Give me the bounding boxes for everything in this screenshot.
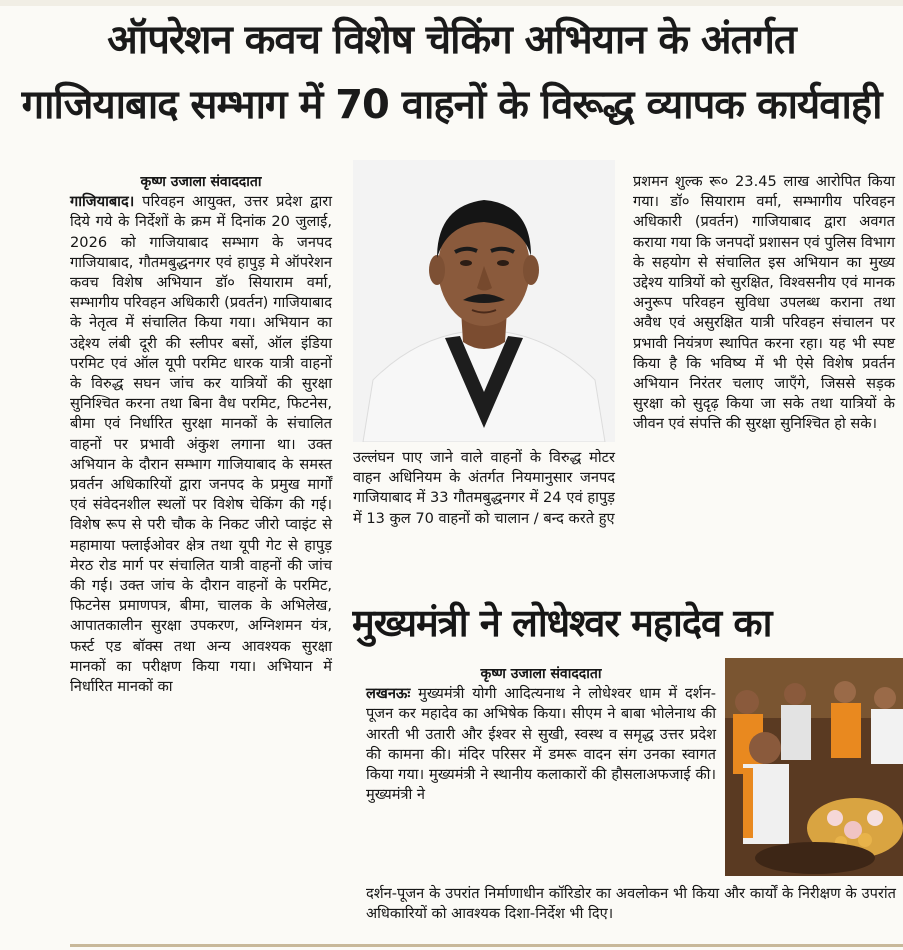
story1-dateline: गाजियाबाद। <box>70 193 135 211</box>
official-portrait-photo <box>353 160 615 442</box>
page-top-strip <box>0 0 903 6</box>
story2-byline: कृष्ण उजाला संवाददाता <box>480 666 602 682</box>
headline-line-1: ऑपरेशन कवच विशेष चेकिंग अभियान के अंतर्गत <box>107 17 796 63</box>
story1-byline: कृष्ण उजाला संवाददाता <box>140 174 262 190</box>
story2-text-top: मुख्यमंत्री योगी आदित्यनाथ ने लोधेश्वर धाम में दर्शन-पूजन कर महादेव का अभिषेक किया। सीएम ने बाबा भोलेनाथ की आरती भी उतारी और ईश्वर से सुखी, स्वस्थ व समृद्ध उत्तर प्रदेश की कामना की। मंदिर परिसर में डमरू वादन संग उनका स्वागत किया गया। मुख्यमंत्री ने स्थानीय कलाकारों की हौसलाअफजाई की। मुख्यमंत्री ने <box>366 685 716 804</box>
story1-col3-text: प्रशमन शुल्क रू० 23.45 लाख आरोपित किया गया। डॉ० सियाराम वर्मा, सम्भागीय परिवहन अधिकारी (प्रवर्तन) गाजियाबाद द्वारा अवगत कराया गया कि जनपदों प्रशासन एवं पुलिस विभाग के सहयोग से संचालित इस अभियान का मुख्य उद्देश्य यात्रियों को सुरक्षित, विश्वसनीय एवं मानक अनुरूप परिवहन सुविधा उपलब्ध कराना तथा अवैध एवं असुरक्षित यात्री परिवहन संचालन पर प्रभावी नियंत्रण स्थापित करना रहा। यह भी स्पष्ट किया है कि भविष्य में भी ऐसे विशेष प्रवर्तन अभियान निरंतर चलाए जाएँगे, जिससे सड़क सुरक्षा को सुदृढ़ किया जा सके तथा यात्रियों के जीवन एवं संपत्ति की सुरक्षा सुनिश्चित हो सके। <box>633 173 896 433</box>
story2-body-bottom <box>366 884 896 924</box>
story2-body-top <box>366 664 716 805</box>
story1-col1-text: परिवहन आयुक्त, उत्तर प्रदेश द्वारा दिये गये के निर्देशों के क्रम में दिनांक 20 जुलाई, 2026 को गाजियाबाद सम्भाग के जनपद गाजियाबाद, गौतमबुद्धनगर एवं हापुड़ मे ऑपरेशन कवच विशेष अभियान डॉ० सियाराम वर्मा, सम्भागीय परिवहन अधिकारी (प्रवर्तन) गाजियाबाद के नेतृत्व में संचालित किया गया। अभियान का उद्देश्य लंबी दूरी की स्लीपर बसों, ऑल इंडिया परमिट एवं ऑल यूपी परमिट धारक यात्री वाहनों के विरुद्ध सघन जांच कर यात्रियों की सुरक्षा सुनिश्चित करना तथा बिना वैध परमिट, फिटनेस, बीमा एवं निर्धारित सुरक्षा मानकों के संचालित वाहनों पर प्रभावी अंकुश लगाना था। उक्त अभियान के दौरान सम्भाग गाजियाबाद के समस्त प्रवर्तन अधिकारियों द्वारा जनपद के प्रमुख मार्गों एवं संवेदनशील स्थलों पर विशेष चेकिंग की गई। विशेष रूप से परी चौक के निकट जीरो प्वाइंट से महामाया फ्लाईओवर क्षेत्र तथा यूपी गेट से हापुड़ मेरठ रोड मार्ग पर संचालित यात्री वाहनों की जांच की गई। उक्त जांच के दौरान वाहनों के परमिट, फिटनेस प्रमाणपत्र, बीमा, चालक के अभिलेख, आपातकालीन सुरक्षा उपकरण, अग्निशमन यंत्र, फर्स्ट एड बॉक्स तथा अन्य आवश्यक सुरक्षा मानकों का परीक्षण किया गया। अभियान में निर्धारित मानकों का <box>70 193 332 696</box>
story1-column-2 <box>353 448 615 529</box>
headline-line-2: गाजियाबाद सम्भाग में 70 वाहनों के विरूद्ध व्यापक कार्यवाही <box>21 82 882 128</box>
temple-prayer-photo <box>725 658 903 876</box>
bottom-rule <box>70 944 903 947</box>
story1-column-3 <box>633 172 895 435</box>
story2-headline: मुख्यमंत्री ने लोधेश्वर महादेव का <box>352 601 772 645</box>
temple-scene-illustration <box>725 658 903 876</box>
story1-column-1 <box>70 172 332 697</box>
story2-dateline: लखनऊः <box>366 685 411 703</box>
story1-col2-text: उल्लंघन पाए जाने वाले वाहनों के विरुद्ध मोटर वाहन अधिनियम के अंतर्गत नियमानुसार जनपद गाजियाबाद में 33 गौतमबुद्धनगर में 24 एवं हापुड़ में 13 कुल 70 वाहनों को चालान / बन्द करते हुए <box>353 449 615 527</box>
portrait-illustration <box>353 160 615 442</box>
story2-text-bottom: दर्शन-पूजन के उपरांत निर्माणाधीन कॉरिडोर का अवलोकन भी किया और कार्यों के निरीक्षण के उपरांत अधिकारियों को आवश्यक दिशा-निर्देश भी दिए। <box>366 885 896 923</box>
